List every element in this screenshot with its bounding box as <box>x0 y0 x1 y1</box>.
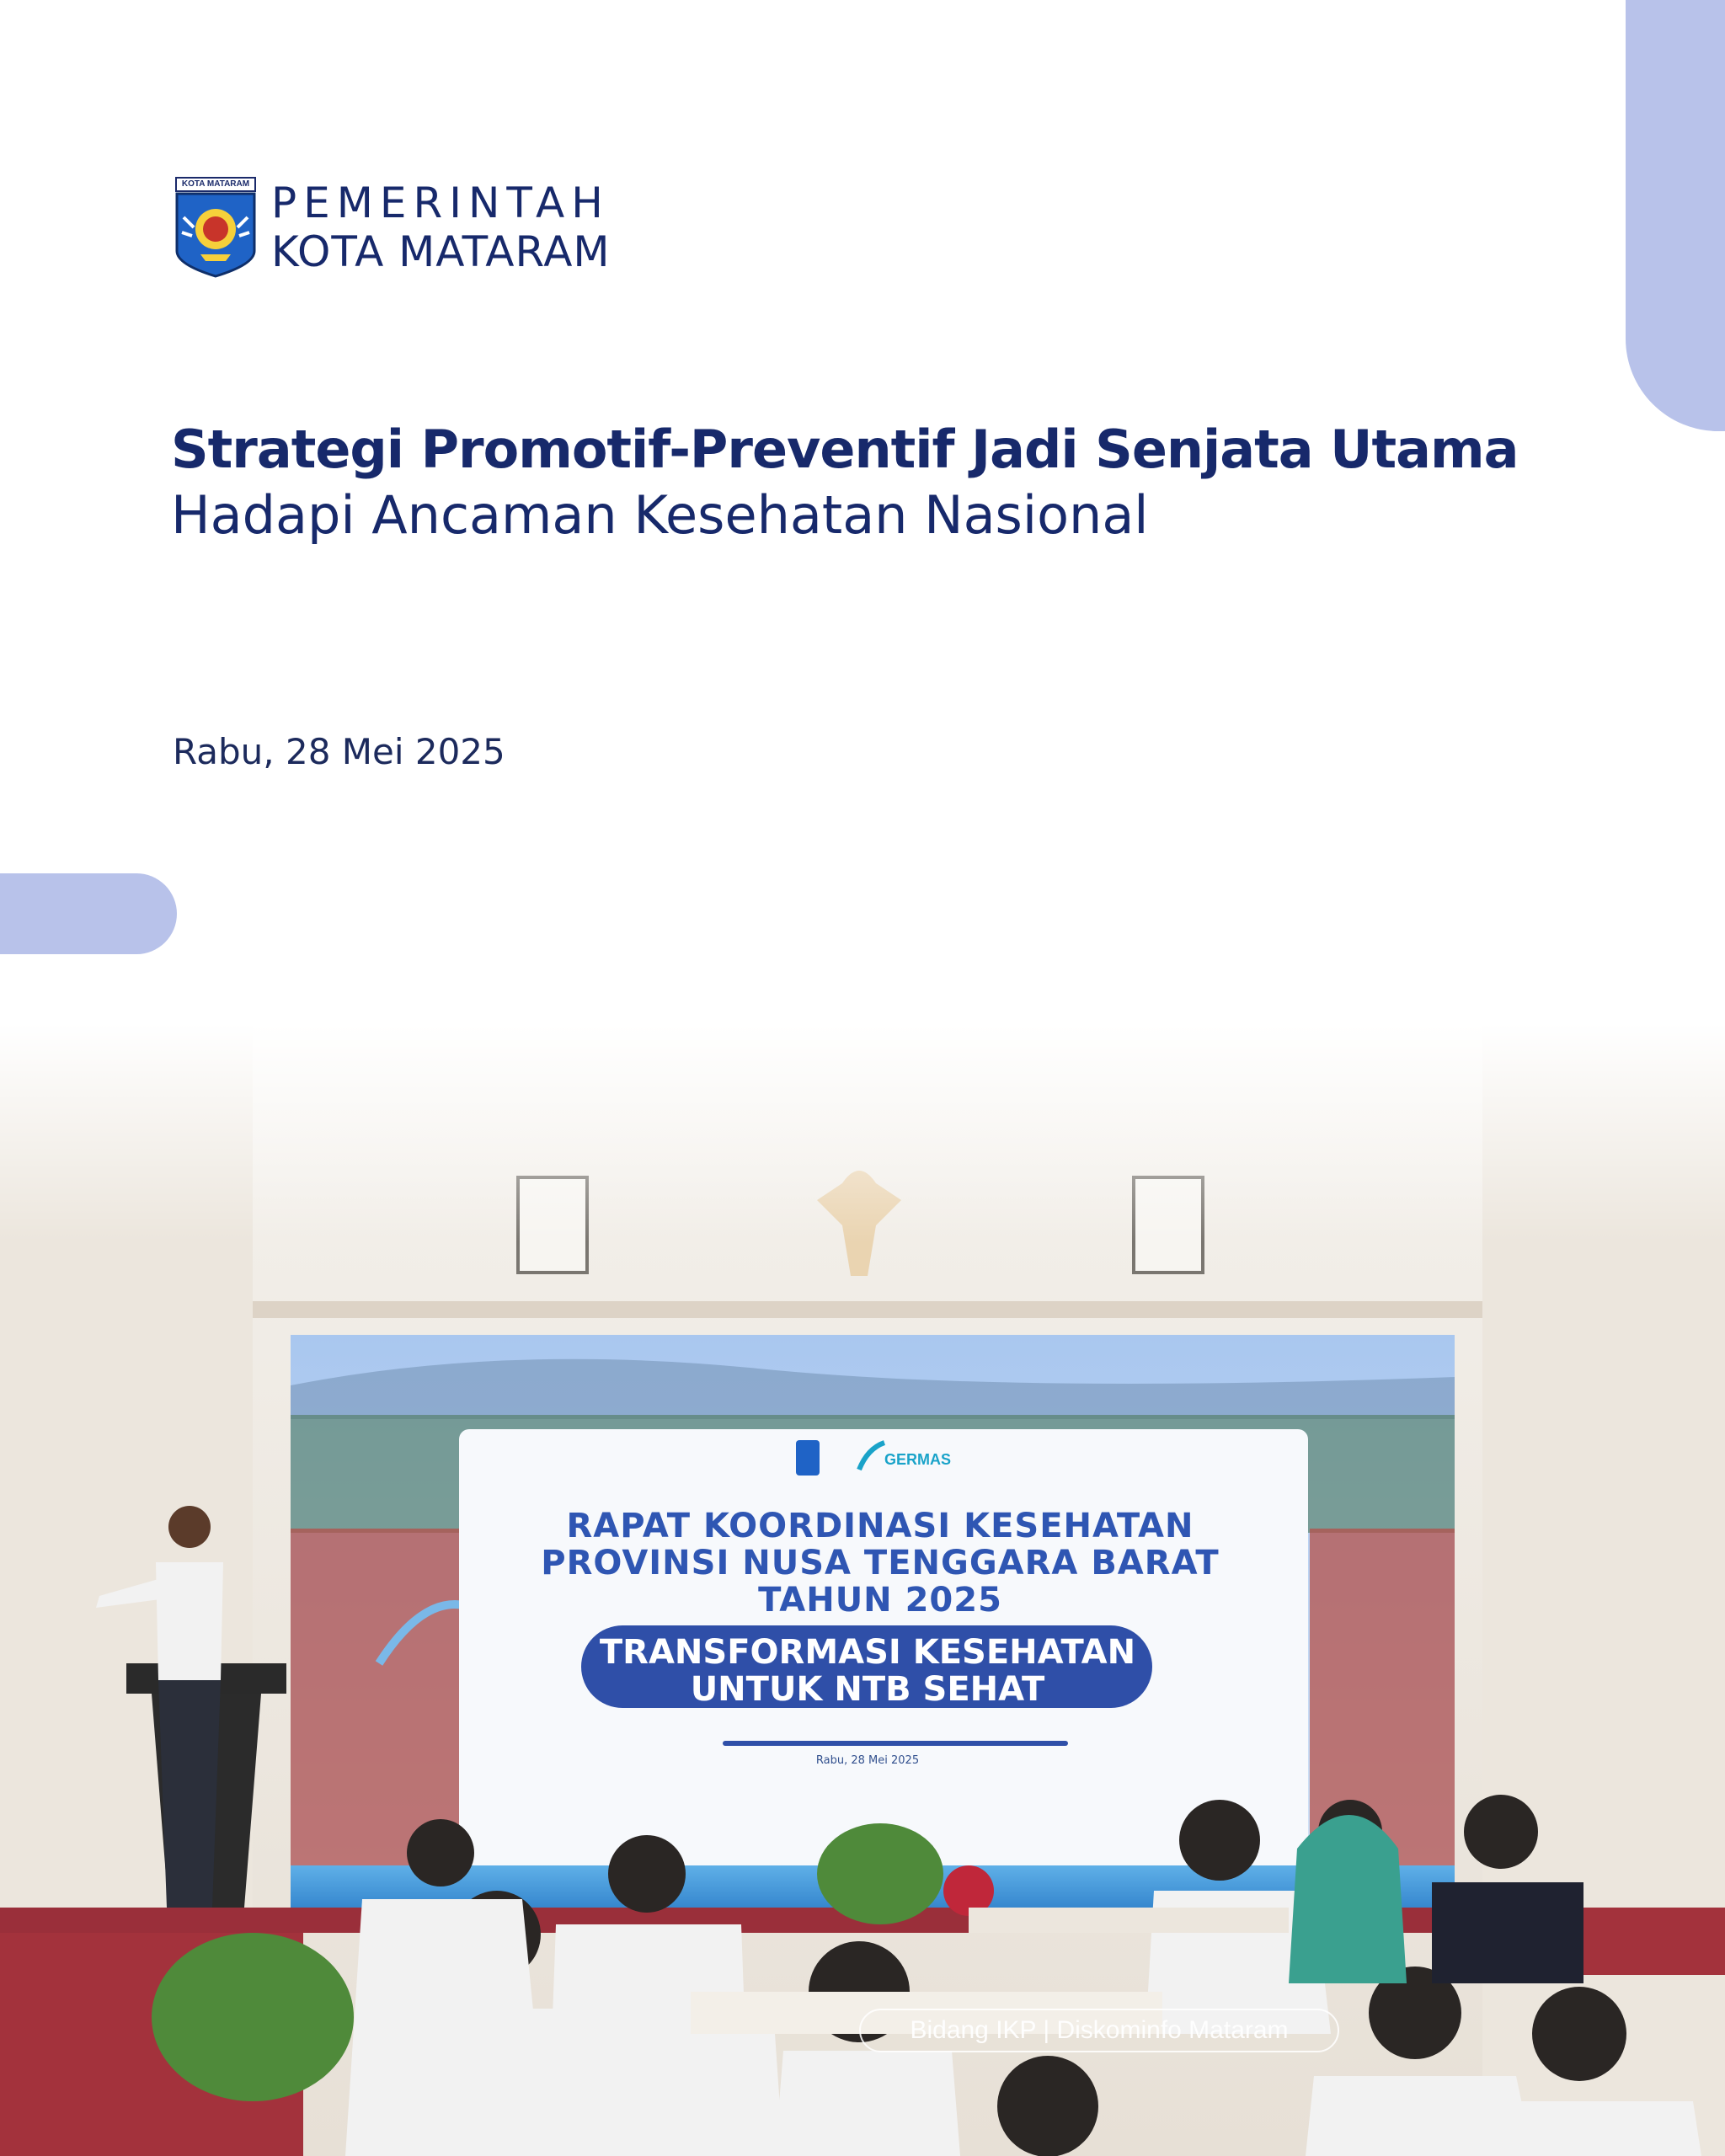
organization-name <box>271 179 611 276</box>
headline-light-line: Hadapi Ancaman Kesehatan Nasional <box>171 484 1149 546</box>
org-line-1: PEMERINTAH <box>271 179 610 227</box>
emblem-label: KOTA MATARAM <box>175 177 256 192</box>
slide-brand: GERMAS <box>884 1451 952 1468</box>
slide-subtitle-line: TRANSFORMASI KESEHATAN <box>599 1633 1136 1672</box>
org-line-2: KOTA MATARAM <box>271 227 611 276</box>
slide-title <box>489 1508 1272 1619</box>
slide-title-line: PROVINSI NUSA TENGGARA BARAT <box>541 1544 1220 1582</box>
photo-top-fade <box>0 1023 1725 1242</box>
decorative-pill-top-right <box>1626 0 1725 431</box>
headline <box>171 417 1620 548</box>
event-photo <box>0 1023 1725 2156</box>
headline-bold-line: Strategi Promotif-Preventif Jadi Senjata Utama <box>171 419 1519 480</box>
kota-mataram-emblem <box>175 177 256 278</box>
slide-date: Rabu, 28 Mei 2025 <box>815 1754 920 1767</box>
slide-title-line: RAPAT KOORDINASI KESEHATAN <box>566 1507 1194 1545</box>
slide-subtitle-line: UNTUK NTB SEHAT <box>690 1670 1045 1709</box>
decorative-pill-left <box>0 873 177 954</box>
publish-date: Rabu, 28 Mei 2025 <box>173 731 505 772</box>
photo-credit-watermark: Bidang IKP | Diskominfo Mataram <box>859 2009 1339 2052</box>
emblem-shield-icon <box>175 177 256 278</box>
slide-title-line: TAHUN 2025 <box>758 1581 1002 1620</box>
slide-subtitle <box>581 1634 1154 1708</box>
